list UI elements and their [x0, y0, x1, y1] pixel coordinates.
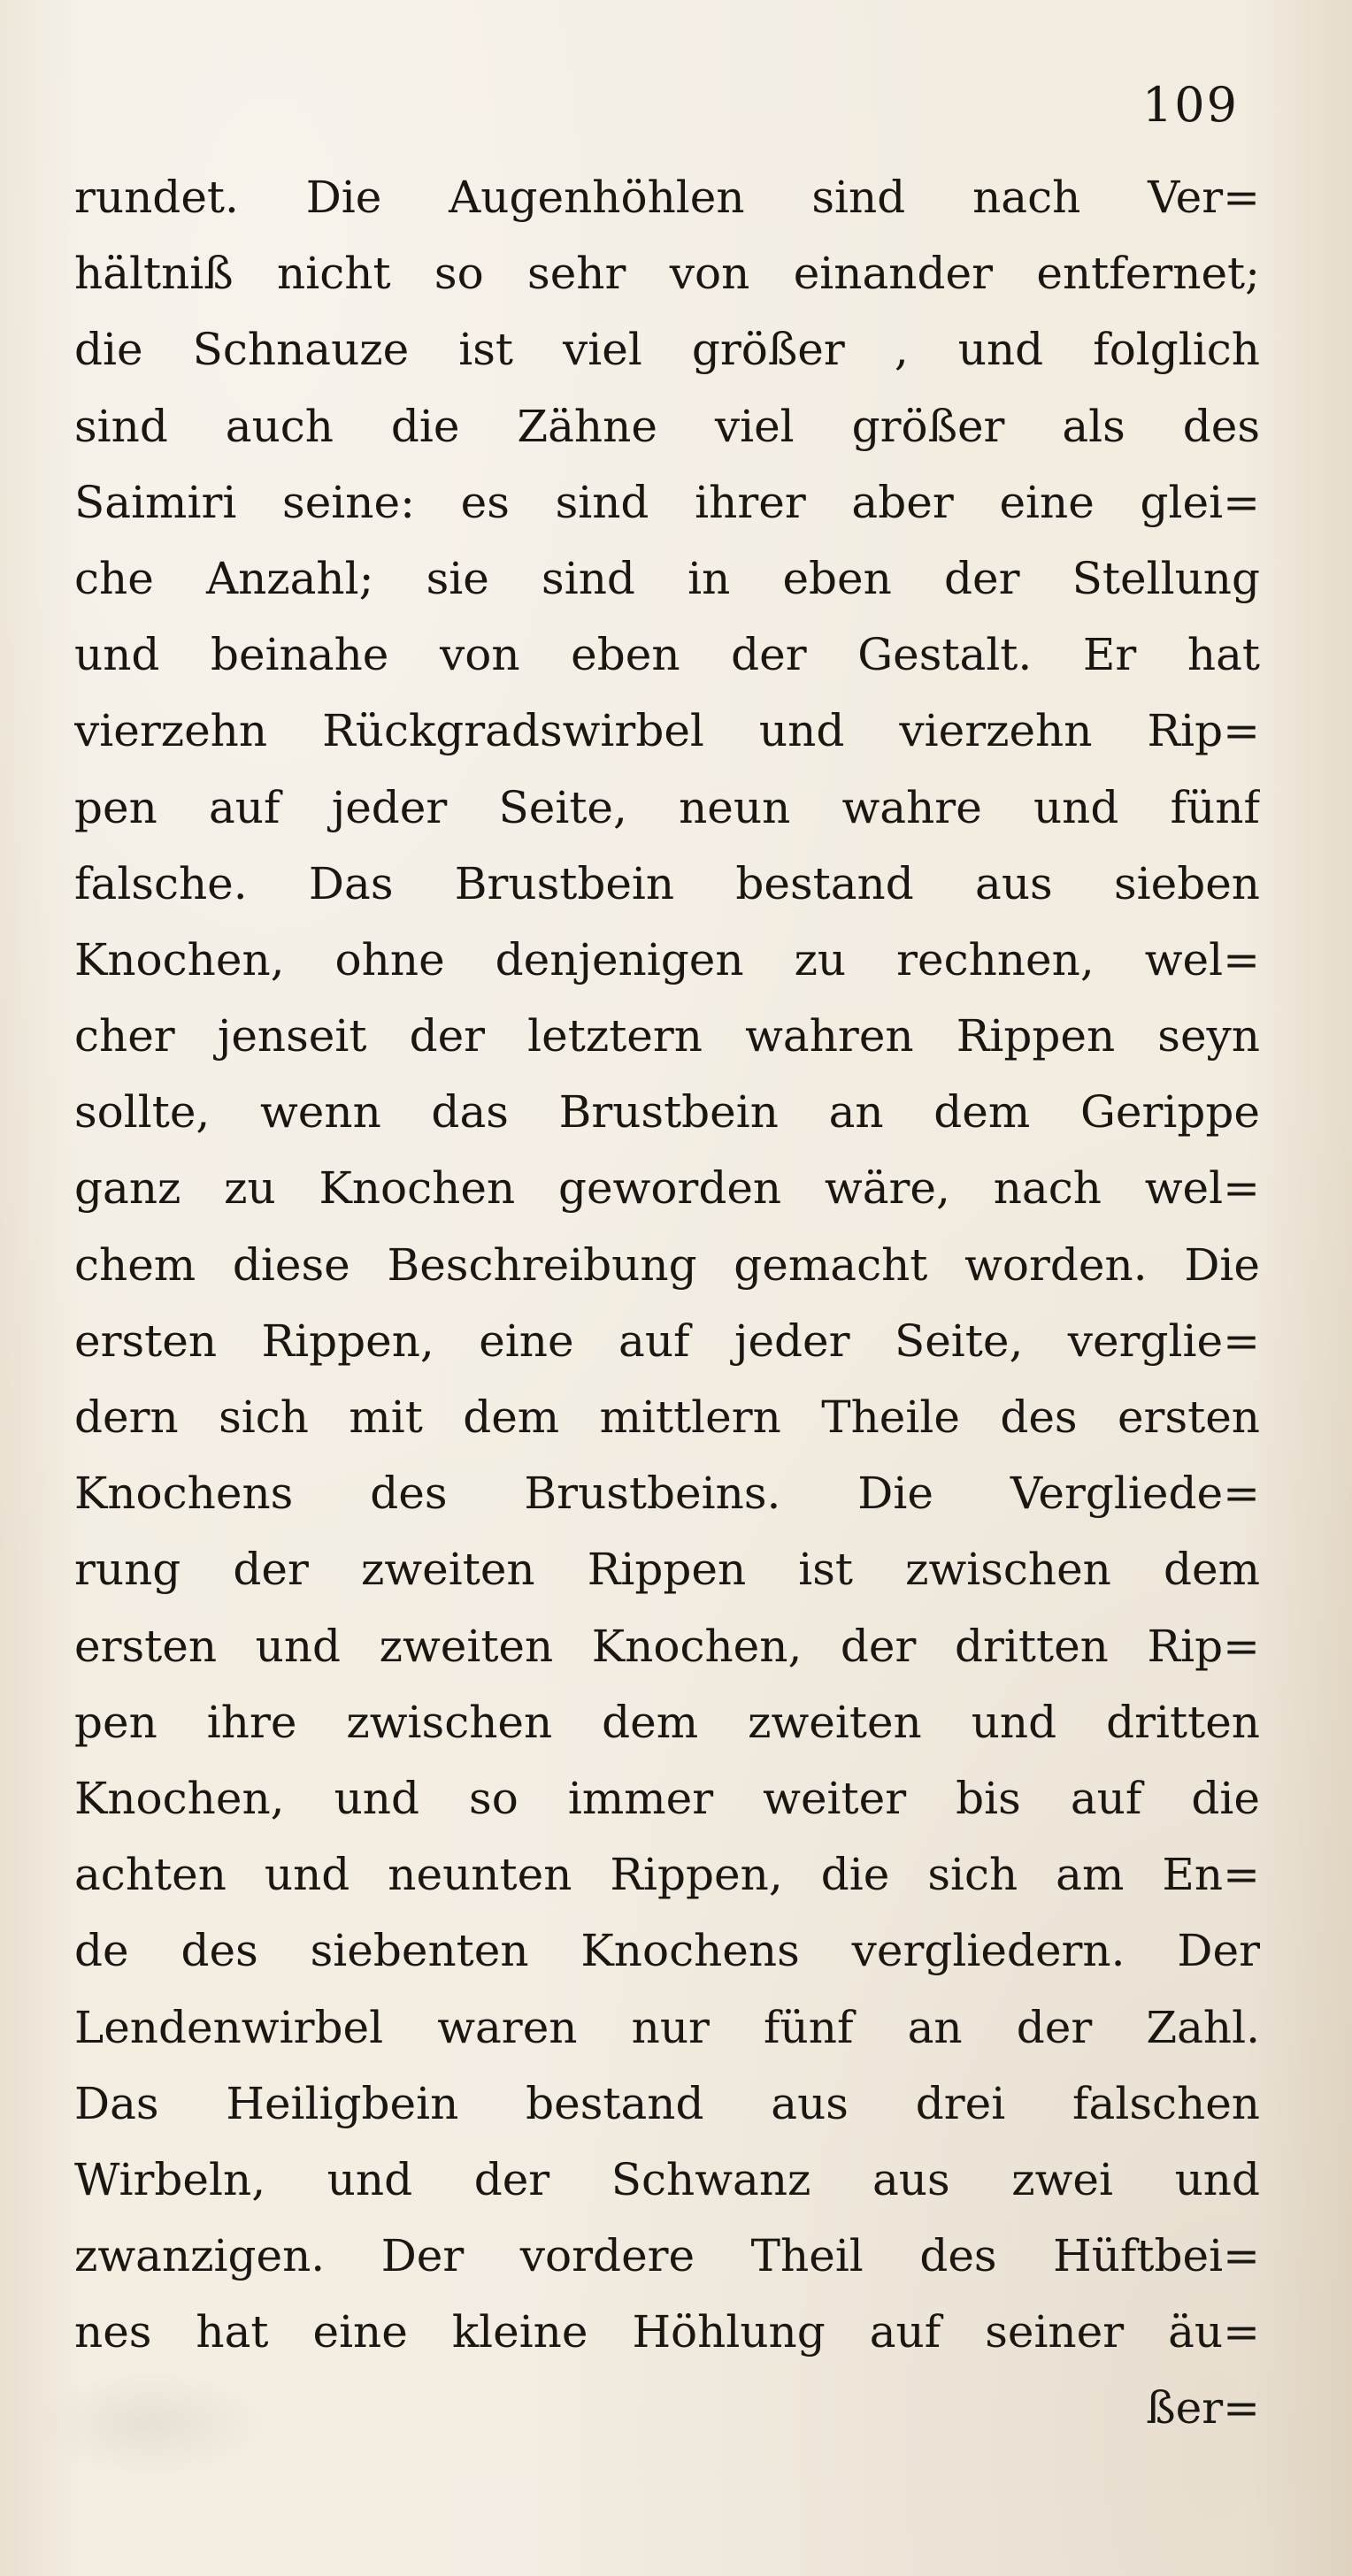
text-line: ganz zu Knochen geworden wäre, nach wel=: [74, 1162, 1260, 1215]
text-line: de des siebenten Knochens vergliedern. Der: [74, 1925, 1260, 1977]
text-line: che Anzahl; sie sind in eben der Stellung: [74, 552, 1260, 604]
page-number: 109: [1141, 77, 1239, 133]
text-line: Lendenwirbel waren nur fünf an der Zahl.: [74, 2001, 1260, 2053]
text-line: sind auch die Zähne viel größer als des: [74, 400, 1260, 452]
text-line: rundet. Die Augenhöhlen sind nach Ver=: [74, 172, 1260, 223]
text-line: Knochen, ohne denjenigen zu rechnen, wel=: [74, 933, 1260, 985]
text-line: sollte, wenn das Brustbein an dem Gerippe: [74, 1086, 1260, 1138]
text-line: pen ihre zwischen dem zweiten und dritten: [74, 1696, 1260, 1748]
text-line: und beinahe von eben der Gestalt. Er hat: [74, 629, 1260, 681]
text-line: vierzehn Rückgradswirbel und vierzehn Rip=: [74, 705, 1260, 757]
text-line: falsche. Das Brustbein bestand aus sieben: [74, 857, 1260, 909]
text-line: achten und neunten Rippen, die sich am En=: [74, 1849, 1260, 1901]
text-line: ersten und zweiten Knochen, der dritten Rip=: [74, 1620, 1260, 1672]
text-line: Wirbeln, und der Schwanz aus zwei und: [74, 2153, 1260, 2205]
text-line: Saimiri seine: es sind ihrer aber eine glei=: [74, 476, 1260, 528]
body-text: [74, 159, 1260, 2447]
text-line: rung der zweiten Rippen ist zwischen dem: [74, 1544, 1260, 1596]
text-line: cher jenseit der letztern wahren Rippen seyn: [74, 1010, 1260, 1062]
text-line: Knochens des Brustbeins. Die Vergliede=: [74, 1468, 1260, 1520]
text-line: dern sich mit dem mittlern Theile des ersten: [74, 1392, 1260, 1443]
text-line: zwanzigen. Der vordere Theil des Hüftbei=: [74, 2230, 1260, 2282]
text-line: pen auf jeder Seite, neun wahre und fünf: [74, 781, 1260, 833]
text-line: ersten Rippen, eine auf jeder Seite, verglie=: [74, 1315, 1260, 1367]
text-line: Das Heiligbein bestand aus drei falschen: [74, 2077, 1260, 2129]
text-line: Knochen, und so immer weiter bis auf die: [74, 1772, 1260, 1824]
catchword: ßer=: [1146, 2382, 1260, 2434]
text-line: hältniß nicht so sehr von einander entfernet;: [74, 248, 1260, 300]
text-line: chem diese Beschreibung gemacht worden. Die: [74, 1238, 1260, 1291]
text-line: die Schnauze ist viel größer , und folglich: [74, 324, 1260, 376]
text-line: nes hat eine kleine Höhlung auf seiner äu=: [74, 2306, 1260, 2358]
